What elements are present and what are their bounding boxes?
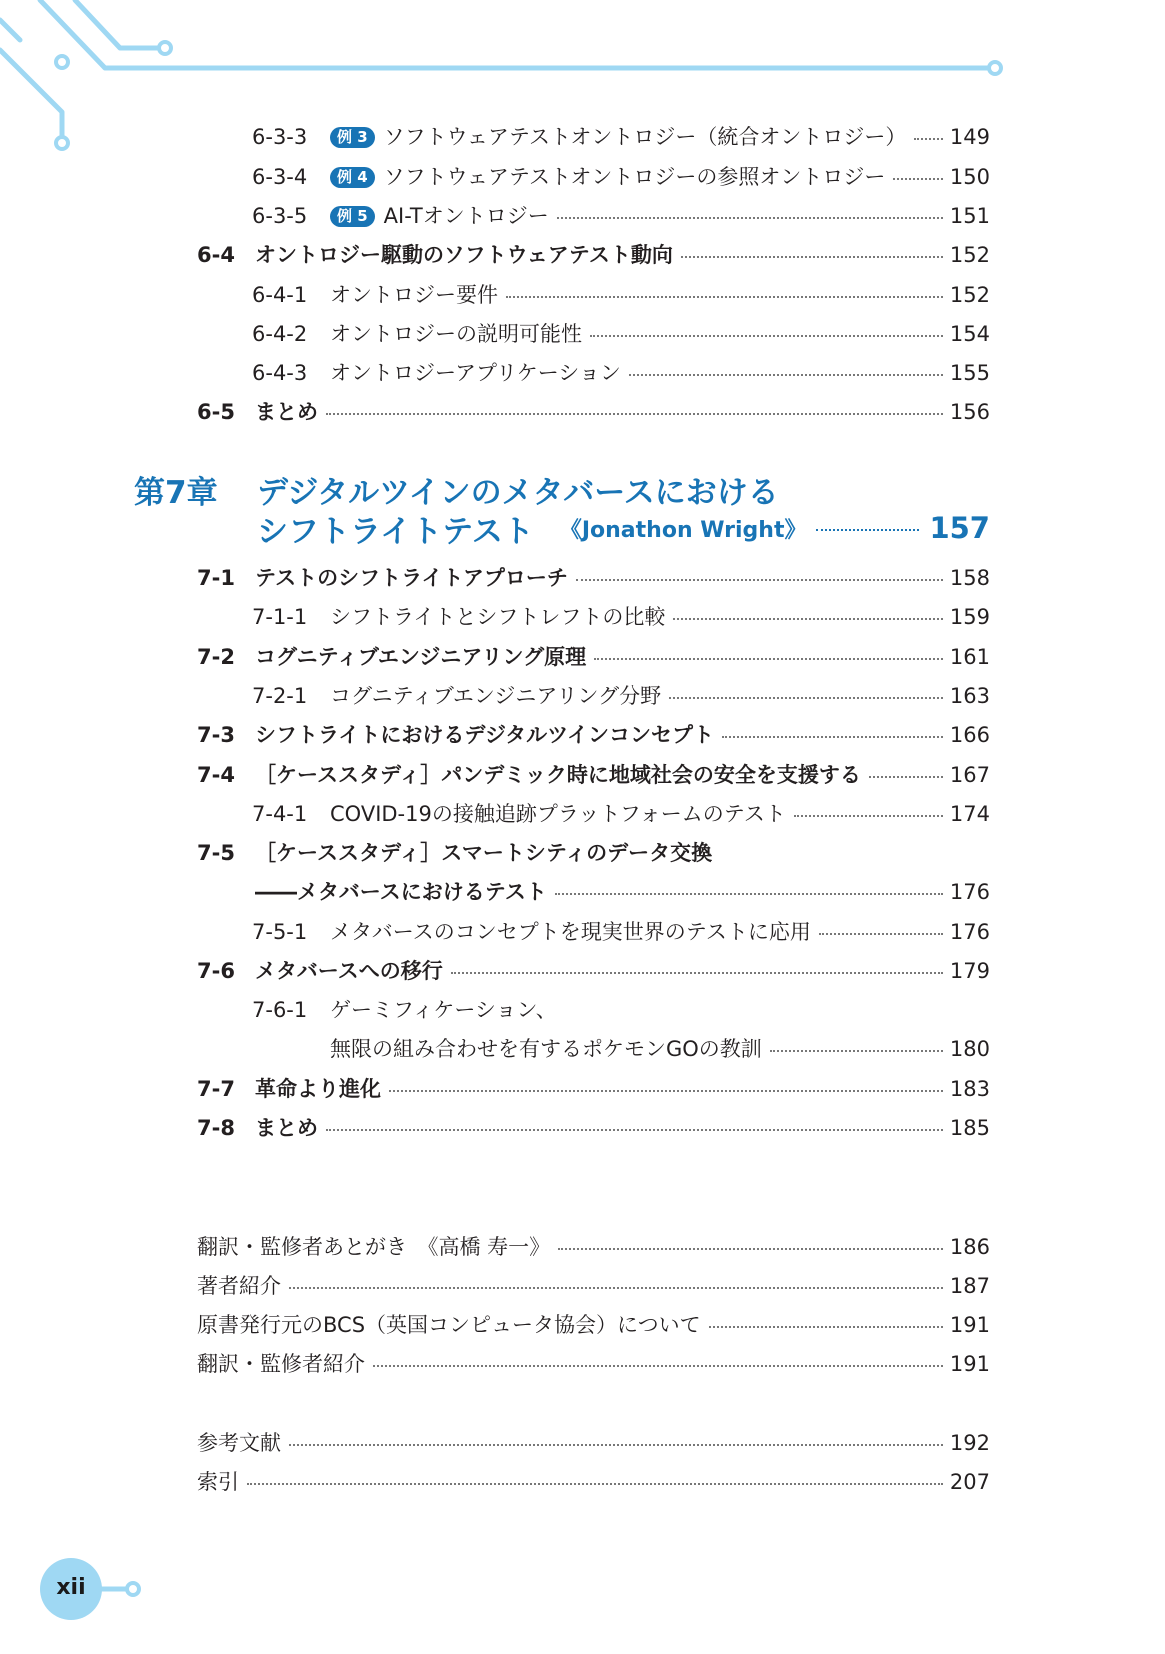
toc-entry-title: オントロジーの説明可能性 — [330, 322, 582, 346]
leader-dots — [673, 618, 943, 620]
toc-section-page: 161 — [949, 645, 990, 669]
back-matter-title: 原書発行元のBCS（英国コンピュータ協会）について — [197, 1313, 701, 1337]
toc-entry[interactable] — [0, 598, 1165, 636]
example-badge: 例 4 — [330, 167, 375, 188]
toc-section[interactable] — [0, 834, 1165, 872]
toc-entry-title: オントロジーアプリケーション — [330, 361, 621, 385]
toc-section-title: コグニティブエンジニアリング原理 — [255, 645, 587, 669]
back-matter-entry[interactable] — [0, 1424, 1165, 1462]
leader-dots — [558, 1248, 943, 1250]
toc-section-title: ［ケーススタディ］パンデミック時に地域社会の安全を支援する — [255, 763, 861, 787]
toc-entry-number: 6-3-4 — [252, 165, 308, 189]
chapter-author: 《Jonathon Wright》 — [559, 517, 807, 543]
toc-section-number: 7-6 — [197, 959, 235, 983]
circuit-node-icon — [159, 42, 171, 54]
toc-entry-title: ソフトウェアテストオントロジー（統合オントロジー） — [383, 125, 907, 149]
leader-dots — [326, 413, 943, 415]
toc-section-title: まとめ — [255, 400, 318, 424]
back-matter-page: 207 — [949, 1470, 990, 1494]
toc-entry-page: 152 — [949, 283, 990, 307]
chapter-title-row[interactable] — [257, 506, 990, 550]
leader-dots — [506, 296, 943, 298]
chapter-title-line2: シフトライトテスト — [257, 513, 534, 550]
toc-section[interactable] — [0, 236, 1165, 274]
toc-entry[interactable] — [0, 118, 1165, 156]
toc-entry-title: オントロジー要件 — [330, 283, 498, 307]
back-matter-title: 翻訳・監修者紹介 — [197, 1352, 365, 1376]
toc-section-number: 7-2 — [197, 645, 235, 669]
toc-section-title: メタバースへの移行 — [255, 959, 443, 983]
toc-entry-number: 6-4-1 — [252, 283, 308, 307]
toc-section-number: 6-4 — [197, 243, 235, 267]
chapter-page: 157 — [929, 511, 990, 545]
toc-section[interactable] — [0, 716, 1165, 754]
toc-entry-title: シフトライトとシフトレフトの比較 — [330, 605, 666, 629]
back-matter-entry[interactable] — [0, 1306, 1165, 1344]
toc-entry-title: コグニティブエンジニアリング分野 — [330, 684, 662, 708]
leader-dots — [794, 815, 943, 817]
toc-entry-page: 176 — [949, 920, 990, 944]
toc-section-title: テストのシフトライトアプローチ — [255, 566, 568, 590]
toc-entry-page: 151 — [949, 204, 990, 228]
back-matter-entry[interactable] — [0, 1267, 1165, 1305]
toc-section-number: 6-5 — [197, 400, 235, 424]
toc-entry-number: 6-3-5 — [252, 204, 308, 228]
toc-entry-title: ソフトウェアテストオントロジーの参照オントロジー — [383, 165, 886, 189]
leader-dots — [681, 256, 943, 258]
toc-section-page: 183 — [949, 1077, 990, 1101]
toc-section-number: 7-1 — [197, 566, 235, 590]
toc-section-page: 179 — [949, 959, 990, 983]
toc-entry-title: ゲーミフィケーション、 — [330, 998, 557, 1022]
toc-section-number: 7-8 — [197, 1116, 235, 1140]
back-matter-entry[interactable] — [0, 1345, 1165, 1383]
circuit-node-icon — [127, 1583, 139, 1595]
leader-dots — [819, 933, 943, 935]
toc-entry-page: 154 — [949, 322, 990, 346]
leader-dots — [816, 529, 919, 531]
toc-entry-continuation[interactable] — [0, 1030, 1165, 1068]
toc-section-continuation[interactable] — [0, 873, 1165, 911]
back-matter-entry[interactable] — [0, 1228, 1165, 1266]
back-matter-page: 186 — [949, 1235, 990, 1259]
example-badge: 例 5 — [330, 206, 375, 227]
leader-dots — [289, 1444, 943, 1446]
toc-entry-page: 155 — [949, 361, 990, 385]
toc-entry-number: 7-5-1 — [252, 920, 308, 944]
example-badge: 例 3 — [330, 127, 375, 148]
back-matter-title: 翻訳・監修者あとがき 《高橋 寿一》 — [197, 1235, 551, 1259]
toc-section[interactable] — [0, 952, 1165, 990]
leader-dots — [555, 893, 943, 895]
leader-dots — [451, 972, 943, 974]
leader-dots — [629, 374, 943, 376]
leader-dots — [576, 579, 943, 581]
toc-section-title: ［ケーススタディ］スマートシティのデータ交換 — [255, 841, 713, 865]
circuit-node-icon — [989, 62, 1001, 74]
toc-entry-number: 6-3-3 — [252, 125, 308, 149]
leader-dots — [289, 1287, 943, 1289]
leader-dots — [709, 1326, 943, 1328]
toc-entry[interactable] — [0, 158, 1165, 196]
toc-section[interactable] — [0, 1070, 1165, 1108]
toc-entry-page: 159 — [949, 605, 990, 629]
toc-section-number: 7-5 — [197, 841, 235, 865]
leader-dots — [914, 138, 943, 140]
back-matter-page: 187 — [949, 1274, 990, 1298]
toc-section-title: オントロジー駆動のソフトウェアテスト動向 — [255, 243, 673, 267]
leader-dots — [247, 1483, 943, 1485]
back-matter-title: 著者紹介 — [197, 1274, 281, 1298]
toc-section[interactable] — [0, 559, 1165, 597]
toc-entry-page: 149 — [949, 125, 990, 149]
toc-entry-number: 7-1-1 — [252, 605, 308, 629]
chapter-label: 第7章 — [134, 475, 218, 511]
toc-section-number: 7-7 — [197, 1077, 235, 1101]
toc-entry-number: 6-4-3 — [252, 361, 308, 385]
leader-dots — [669, 697, 943, 699]
back-matter-title: 参考文献 — [197, 1431, 281, 1455]
back-matter-entry[interactable] — [0, 1463, 1165, 1501]
toc-entry[interactable] — [0, 197, 1165, 235]
toc-entry[interactable] — [0, 354, 1165, 392]
toc-section-page: 167 — [949, 763, 990, 787]
toc-entry[interactable] — [0, 991, 1165, 1029]
toc-entry-number: 7-6-1 — [252, 998, 308, 1022]
toc-entry-number: 7-2-1 — [252, 684, 308, 708]
circuit-node-icon — [56, 56, 68, 68]
toc-section[interactable] — [0, 756, 1165, 794]
toc-entry-page: 174 — [949, 802, 990, 826]
leader-dots — [770, 1050, 943, 1052]
toc-section-title: 革命より進化 — [255, 1077, 381, 1101]
toc-section[interactable] — [0, 393, 1165, 431]
toc-section-page: 156 — [949, 400, 990, 424]
toc-entry[interactable] — [0, 795, 1165, 833]
toc-section-number: 7-4 — [197, 763, 235, 787]
toc-section-page: 176 — [949, 880, 990, 904]
toc-entry-page: 180 — [949, 1037, 990, 1061]
toc-section[interactable] — [0, 1109, 1165, 1147]
back-matter-page: 191 — [949, 1352, 990, 1376]
leader-dots — [594, 658, 943, 660]
toc-section-page: 158 — [949, 566, 990, 590]
leader-dots — [389, 1090, 943, 1092]
toc-entry-page: 163 — [949, 684, 990, 708]
toc-entry[interactable] — [0, 677, 1165, 715]
toc-section-page: 152 — [949, 243, 990, 267]
leader-dots — [869, 776, 943, 778]
toc-section[interactable] — [0, 638, 1165, 676]
toc-section-title: シフトライトにおけるデジタルツインコンセプト — [255, 723, 715, 747]
back-matter-page: 192 — [949, 1431, 990, 1455]
toc-entry[interactable] — [0, 913, 1165, 951]
toc-section-page: 185 — [949, 1116, 990, 1140]
toc-entry[interactable] — [0, 276, 1165, 314]
toc-section-number: 7-3 — [197, 723, 235, 747]
toc-section-title: ――メタバースにおけるテスト — [255, 880, 547, 904]
chapter-title-line1[interactable]: デジタルツインのメタバースにおける — [257, 475, 779, 511]
toc-section-page: 166 — [949, 723, 990, 747]
toc-entry[interactable] — [0, 315, 1165, 353]
page-number: xii — [40, 1558, 102, 1620]
toc-entry-page: 150 — [949, 165, 990, 189]
toc-section-title: まとめ — [255, 1116, 318, 1140]
toc-entry-title: AI-Tオントロジー — [383, 204, 549, 228]
toc-entry-title: 無限の組み合わせを有するポケモンGOの教訓 — [330, 1037, 762, 1061]
toc-entry-title: メタバースのコンセプトを現実世界のテストに応用 — [330, 920, 811, 944]
leader-dots — [373, 1365, 943, 1367]
leader-dots — [893, 178, 943, 180]
toc-entry-number: 6-4-2 — [252, 322, 308, 346]
leader-dots — [557, 217, 943, 219]
leader-dots — [722, 736, 943, 738]
toc-entry-number: 7-4-1 — [252, 802, 308, 826]
leader-dots — [326, 1129, 943, 1131]
leader-dots — [590, 335, 943, 337]
back-matter-title: 索引 — [197, 1470, 239, 1494]
back-matter-page: 191 — [949, 1313, 990, 1337]
toc-entry-title: COVID-19の接触追跡プラットフォームのテスト — [330, 802, 786, 826]
